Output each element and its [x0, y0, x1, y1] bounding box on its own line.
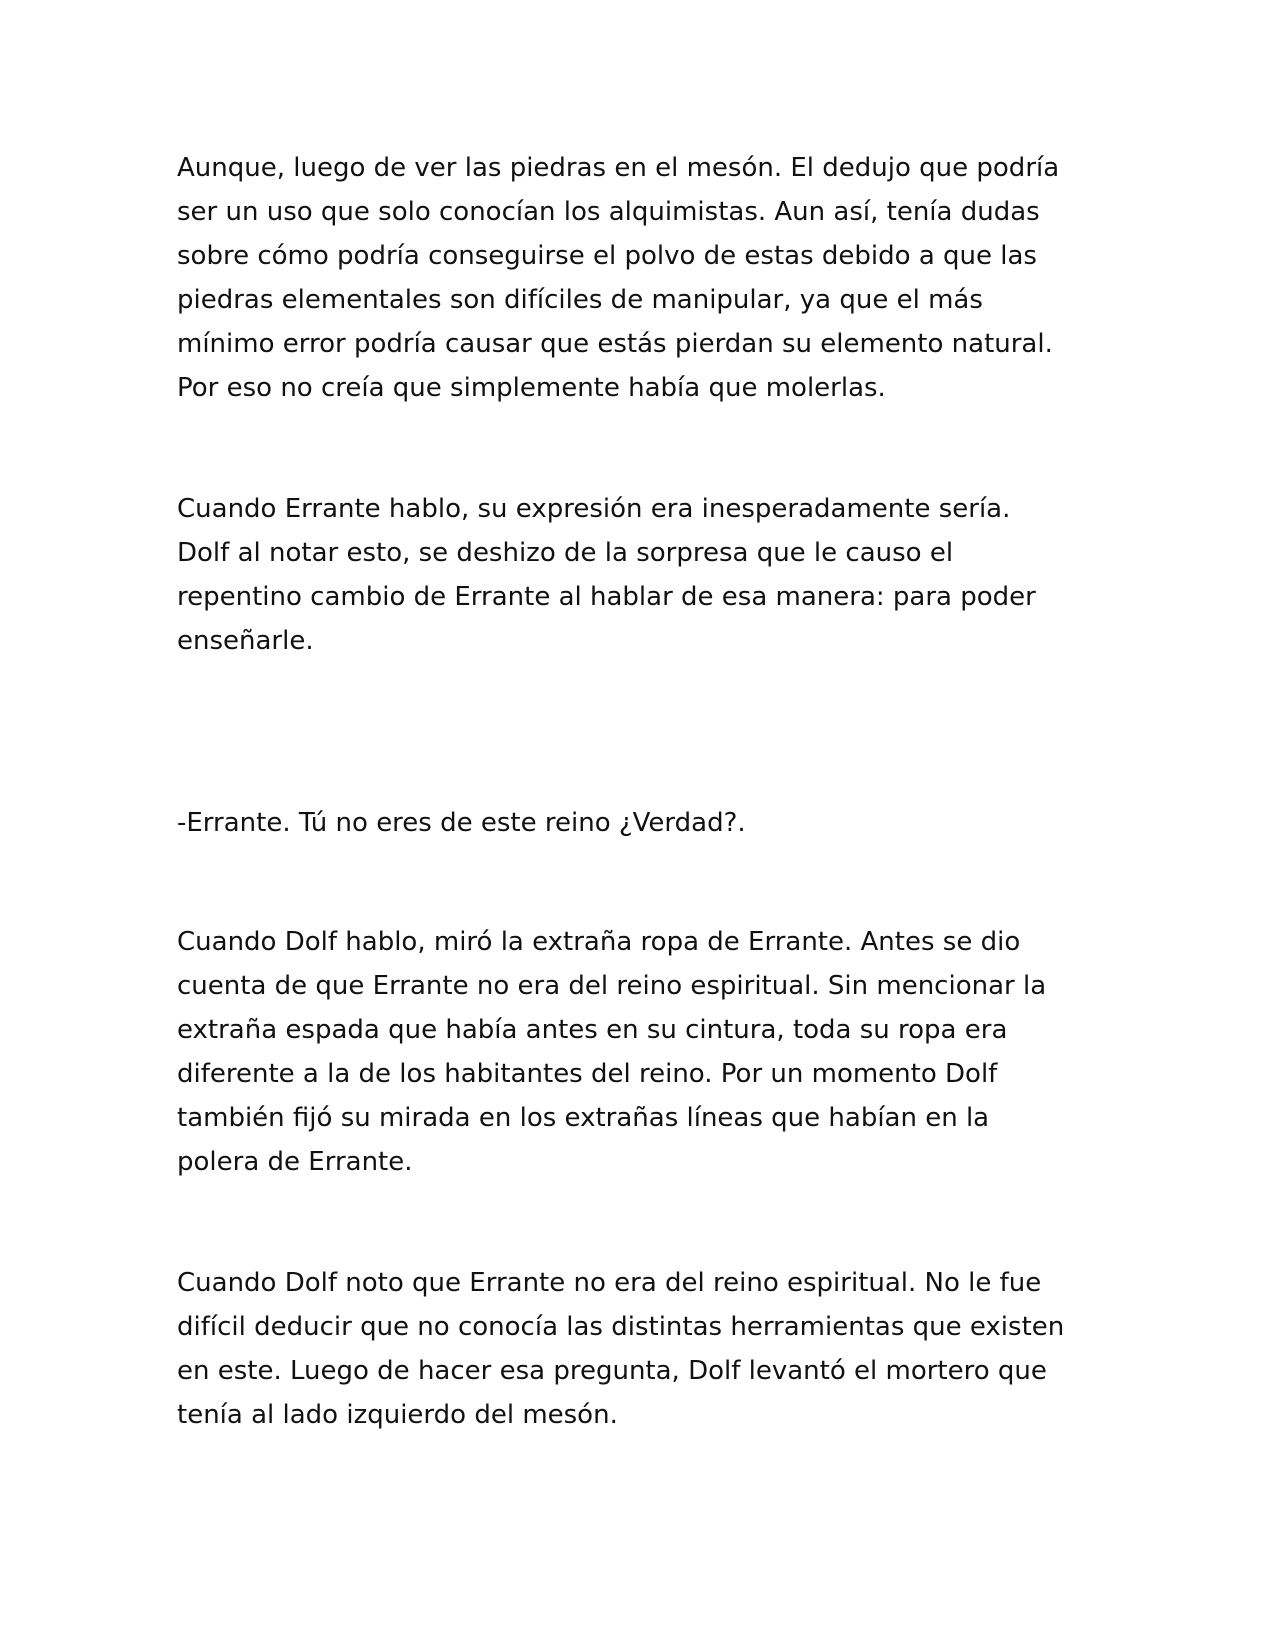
paragraph-line: Cuando Dolf noto que Errante no era del reino espiritual. No le fue [177, 1268, 1042, 1298]
paragraph-line: piedras elementales son difíciles de manipular, ya que el más [177, 285, 983, 315]
paragraph-line: cuenta de que Errante no era del reino espiritual. Sin mencionar la [177, 971, 1047, 1001]
paragraph-line: Cuando Errante hablo, su expresión era inesperadamente sería. [177, 494, 1011, 524]
paragraph-line: en este. Luego de hacer esa pregunta, Dolf levantó el mortero que [177, 1356, 1047, 1386]
paragraph-line: extraña espada que había antes en su cintura, toda su ropa era [177, 1015, 1008, 1045]
paragraph-line: tenía al lado izquierdo del mesón. [177, 1400, 618, 1430]
paragraph-line: Por eso no creía que simplemente había que molerlas. [177, 373, 886, 403]
paragraph-line: difícil deducir que no conocía las distintas herramientas que existen [177, 1312, 1065, 1342]
paragraph-line: -Errante. Tú no eres de este reino ¿Verdad?. [177, 808, 746, 838]
paragraph-4 [177, 920, 1117, 1184]
paragraph-line: Dolf al notar esto, se deshizo de la sorpresa que le causo el [177, 538, 954, 568]
paragraph-line: repentino cambio de Errante al hablar de esa manera: para poder [177, 582, 1036, 612]
paragraph-line: ser un uso que solo conocían los alquimistas. Aun así, tenía dudas [177, 197, 1040, 227]
dialogue-line [177, 801, 1117, 845]
paragraph-5 [177, 1261, 1117, 1437]
paragraph-line: mínimo error podría causar que estás pierdan su elemento natural. [177, 329, 1053, 359]
paragraph-line: Aunque, luego de ver las piedras en el mesón. El dedujo que podría [177, 153, 1060, 183]
paragraph-line: diferente a la de los habitantes del reino. Por un momento Dolf [177, 1059, 998, 1089]
paragraph-line: Cuando Dolf hablo, miró la extraña ropa de Errante. Antes se dio [177, 927, 1021, 957]
paragraph-line: polera de Errante. [177, 1147, 413, 1177]
paragraph-1 [177, 146, 1117, 410]
paragraph-line: también fijó su mirada en los extrañas líneas que habían en la [177, 1103, 990, 1133]
paragraph-2 [177, 487, 1117, 663]
paragraph-line: enseñarle. [177, 626, 314, 656]
paragraph-line: sobre cómo podría conseguirse el polvo de estas debido a que las [177, 241, 1037, 271]
